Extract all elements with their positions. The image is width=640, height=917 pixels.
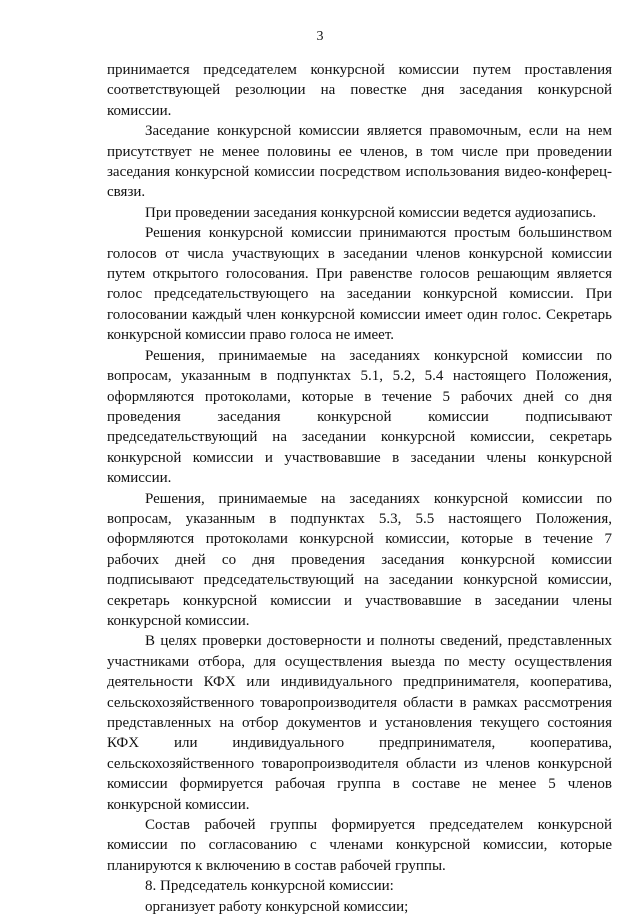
paragraph-audio-recording: При проведении заседания конкурсной комиссии ведется аудиозапись. bbox=[145, 204, 597, 221]
paragraph-working-group: В целях проверки достоверности и полноты сведений, представленных участниками отбора, для осуществления выезда по месту осуществления деятельности КФХ или индивидуального предпринимателя, кооператива, сельскохозяйственного товаропроизводителя области в рамках рассмотрения представленных на отбор документов и установления текущего состояния КФХ или индивидуального предпринимателя, кооператива, сельскохозяйственного товаропроизводителя области из членов конкурсной комиссии формируется рабочая группа в составе не менее 5 членов конкурсной комиссии. bbox=[107, 633, 612, 813]
paragraph-protocols-7-days: Решения, принимаемые на заседаниях конкурсной комиссии по вопросам, указанным в подпунктах 5.3, 5.5 настоящего Положения, оформляются протоколами конкурсной комиссии, которые в течение 7 рабочих дней со дня проведения заседания конкурсной комиссии подписывают председательствующий на заседании конкурсной комиссии, секретарь конкурсной комиссии и участвовавшие в заседании члены конкурсной комиссии. bbox=[107, 490, 612, 629]
paragraph-quorum: Заседание конкурсной комиссии является правомочным, если на нем присутствует не менее половины ее членов, в том числе при проведении заседания конкурсной комиссии посредством использования видео-конферец-связи. bbox=[107, 123, 612, 201]
paragraph-section-8-heading: 8. Председатель конкурсной комиссии: bbox=[145, 878, 394, 895]
paragraph-working-group-composition: Состав рабочей группы формируется председателем конкурсной комиссии по согласованию с членами конкурсной комиссии, которые планируются к включению в состав рабочей группы. bbox=[107, 817, 612, 874]
page-number: 3 bbox=[316, 29, 324, 44]
paragraph-resolution-continuation: принимается председателем конкурсной комиссии путем проставления соответствующей резолюции на повестке дня заседания конкурсной комиссии. bbox=[107, 62, 612, 119]
paragraph-voting: Решения конкурсной комиссии принимаются простым большинством голосов от числа участвующих в заседании членов конкурсной комиссии путем открытого голосования. При равенстве голосов решающим является голос председательствующего на заседании конкурсной комиссии. При голосовании каждый член конкурсной комиссии имеет один голос. Секретарь конкурсной комиссии право голоса не имеет. bbox=[107, 225, 612, 344]
paragraph-protocols-5-days: Решения, принимаемые на заседаниях конкурсной комиссии по вопросам, указанным в подпунктах 5.1, 5.2, 5.4 настоящего Положения, оформляются протоколами, которые в течение 5 рабочих дней со дня проведения заседания конкурсной комиссии подписывают председательствующий на заседании конкурсной комиссии, секретарь конкурсной комиссии и участвовавшие в заседании члены конкурсной комиссии. bbox=[107, 347, 612, 487]
paragraph-organizes-work: организует работу конкурсной комиссии; bbox=[145, 898, 409, 915]
document-body bbox=[107, 60, 612, 917]
